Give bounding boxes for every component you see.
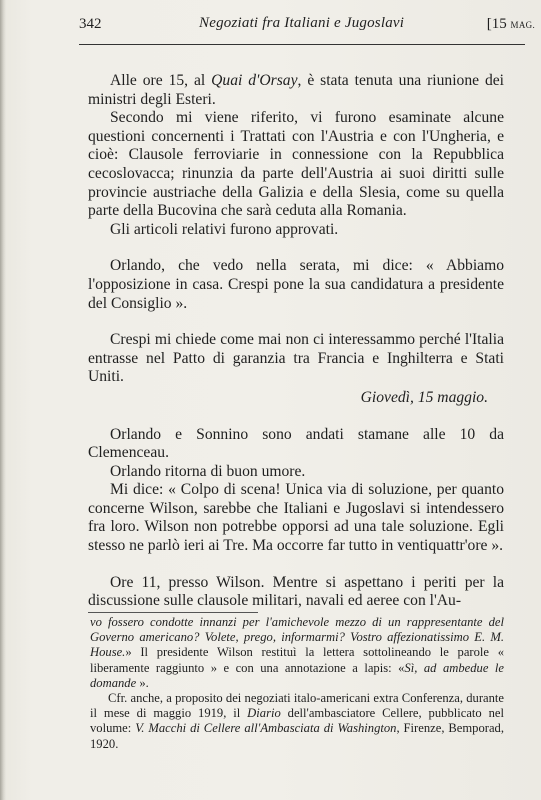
footnote-house-letter (90, 615, 504, 691)
paragraph-text: Alle ore 15, al (110, 72, 212, 89)
footnote-text: dell'ambasciatore Cellere, pubblicato nel volume: (90, 706, 504, 736)
paragraph-orlando-opposition: Orlando, che vedo nella serata, mi dice: « Abbiamo l'opposizione in casa. Crespi pone la sua candidatura a presidente del Consiglio ». (88, 257, 504, 312)
footnote-text: Cfr. anche, a proposito dei negoziati italo-americani extra Conferenza, durante il mese di maggio 1919, il (90, 691, 504, 721)
paragraph-clemenceau: Orlando e Sonnino sono andati stamane alle 10 da Clemenceau. (88, 425, 504, 462)
footnote-text: ». (136, 675, 149, 690)
footnote-text: , Firenze, Bemporad, 1920. (90, 721, 505, 751)
header-date-month: MAG. (510, 20, 535, 30)
footnote-text-italic: vo fossero condotte innanzi per l'amichevole mezzo di un rappresentante del Governo americano? Volete, prego, informarmi? Vostro affezionatissimo E. M. House. (90, 615, 504, 660)
paragraph-crespi: Crespi mi chiede come mai non ci interessammo perché l'Italia entrasse nel Patto di garanzia tra Francia e Inghilterra e Stati Uniti. (88, 331, 504, 386)
header-date-bracket: [15 (486, 16, 507, 32)
footnotes (90, 615, 504, 752)
dateline: Giovedì, 15 maggio. (360, 388, 488, 406)
footnote-text-italic: Sì, ad ambedue le domande (90, 660, 504, 690)
paragraph-wilson: Ore 11, presso Wilson. Mentre si aspettano i periti per la discussione sulle clausole militari, navali ed aeree con l'Au- (88, 573, 504, 610)
paragraph-quai-dorsay (88, 72, 504, 109)
header-rule (79, 44, 525, 45)
running-title: Negoziati fra Italiani e Jugoslavi (199, 15, 405, 31)
paragraph-treaties: Secondo mi viene riferito, vi furono esaminate alcune questioni concernenti i Trattati con l'Austria e con l'Ungheria, e cioè: Clausole ferroviarie in connessione con la Repubblica cecoslovacca; rinunzia da parte dell'Austria ai suoi diritti sulle provincie austriache della Galizia e della Slesia, come su quella parte della Bucovina che sarà ceduta alla Romania. (88, 109, 504, 220)
page-number: 342 (79, 16, 102, 32)
paragraph-good-mood: Orlando ritorna di buon umore. (110, 462, 306, 480)
paragraph-colpo-di-scena: Mi dice: « Colpo di scena! Unica via di soluzione, per quanto concerne Wilson, sarebbe che Italiani e Jugoslavi si intendessero fra loro. Wilson non potrebbe opporsi ad una tale soluzione. Egli stesso ne parlò ieri ai Tre. Ma occorre far tutto in ventiquattr'ore ». (88, 481, 504, 555)
paragraph-approved: Gli articoli relativi furono approvati. (110, 220, 339, 238)
header-date-tag (487, 16, 535, 33)
footnote-cellere (90, 691, 504, 752)
paragraph-text: , è stata tenuta una riunione dei ministri degli Esteri. (88, 72, 505, 108)
binding-shadow (0, 0, 6, 800)
main-text (88, 72, 504, 611)
footnote-text: » Il presidente Wilson restituì la lettera sottolineando le parole « liberamente raggiunto » e con una annotazione a lapis: « (90, 645, 504, 675)
footnote-rule (88, 612, 258, 613)
place-name-italic: Quai d'Orsay (211, 72, 298, 89)
footnote-text-italic: V. Macchi di Cellere all'Ambasciata di Washington (135, 721, 397, 736)
running-header (79, 12, 535, 46)
footnote-text-italic: Diario (247, 706, 281, 721)
